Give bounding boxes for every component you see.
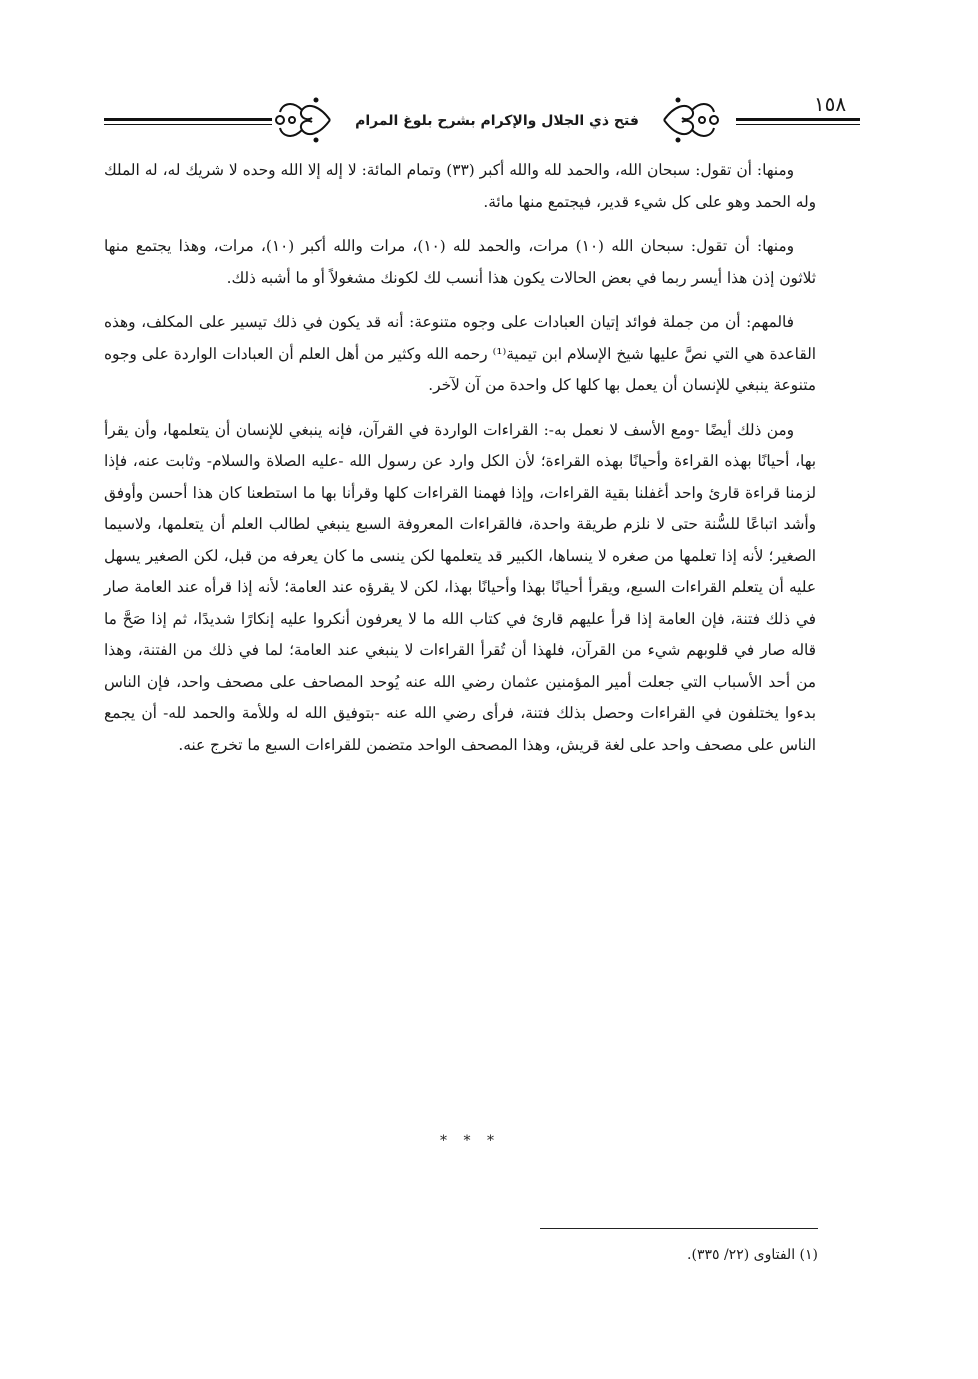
page-header [100, 92, 860, 148]
footnote-rule [540, 1228, 818, 1229]
paragraph: ومنها: أن تقول: سبحان الله (١٠) مرات، والحمد لله (١٠)، مرات والله أكبر (١٠)، مرات، وهذا يجتمع منها ثلاثون إذن هذا أيسر ربما في بعض الحالات يكون هذا أنسب لك لكونك مشغولاً أو ما أشبه ذلك. [104, 237, 816, 287]
header-rule [104, 124, 272, 125]
header-rule [736, 124, 860, 125]
paragraph: فالمهم: أن من جملة فوائد إتيان العبادات على وجوه متنوعة: أنه قد يكون في ذلك تيسير على المكلف، وهذه القاعدة هي التي نصَّ عليها شيخ الإسلام ابن تيمية⁽¹⁾ رحمه الله وكثير من أهل العلم أن العبادات الواردة على وجوه متنوعة ينبغي للإنسان أن يعمل بها كلها كل واحدة من آن لآخر. [104, 313, 816, 394]
page-number: ١٥٨ [813, 92, 847, 116]
footnote: (١) الفتاوى (٢٢/ ٣٣٥). [687, 1247, 818, 1263]
body-text [104, 155, 816, 769]
paragraph: ومنها: أن تقول: سبحان الله، والحمد لله والله أكبر (٣٣) وتمام المائة: لا إله إلا الله وحده لا شريك له، له الملك وله الحمد وهو على كل شيء قدير، فيجتمع منها مائة. [104, 161, 816, 211]
section-separator: * * * [440, 1133, 500, 1149]
header-ornament-icon [662, 92, 722, 148]
header-rule [104, 118, 272, 121]
running-title: فتح ذي الجلال والإكرام بشرح بلوغ المرام [355, 113, 639, 129]
paragraph: ومن ذلك أيضًا -ومع الأسف لا نعمل به-: القراءات الواردة في القرآن، فإنه ينبغي للإنسان أن يتعلمها، وأن يقرأ بها، أحيانًا بهذه القراءة وأحيانًا بهذه القراءة؛ لأن الكل وارد عن رسول الله -عليه الصلاة والسلام- وثابت عنه، فإذا لزمنا قراءة قارئ واحد أغفلنا بقية القراءات، وإذا فهمنا القراءات كلها وقرأنا بها ما استطعنا كان هذا أحسن وأوفق وأشد اتباعًا للسُّنة حتى لا نلزم طريقة واحدة، فالقراءات المعروفة السبع ينبغي لطالب العلم أن يتعلمها، ولاسيما الصغير؛ لأنه إذا تعلمها من صغره لا ينساها، الكبير قد يتعلمها لكن ينسى ما كان يعرفه من قبل، لكن الصغير يسهل عليه أن يتعلم القراءات السبع، ويقرأ أحيانًا بهذا وأحيانًا بهذا، لكن لا يقرؤه عند العامة؛ لأنه إذا قرأه عند العامة صار في ذلك فتنة، فإن العامة إذا قرأ عليهم قارئ في كتاب الله ما لا يعرفون أنكروا عليه إنكارًا شديدًا، ثم إذا صَحَّ ما قاله صار في قلوبهم شيء من القرآن، فلهذا أن تُقرأ القراءات لا ينبغي عند العامة؛ لما في ذلك من الفتنة، وهذا من أحد الأسباب التي جعلت أمير المؤمنين عثمان رضي الله عنه يُوحد المصاحف على مصحف واحد، فإن الناس بدءوا يختلفون في القراءات وحصل بذلك فتنة، فرأى رضي الله عنه -بتوفيق الله له وللأمة والحمد لله- أن يجمع الناس على مصحف واحد على لغة قريش، وهذا المصحف الواحد متضمن للقراءات السبع ما تخرج عنه. [104, 420, 816, 754]
header-ornament-icon [272, 92, 332, 148]
header-rule [736, 118, 860, 121]
